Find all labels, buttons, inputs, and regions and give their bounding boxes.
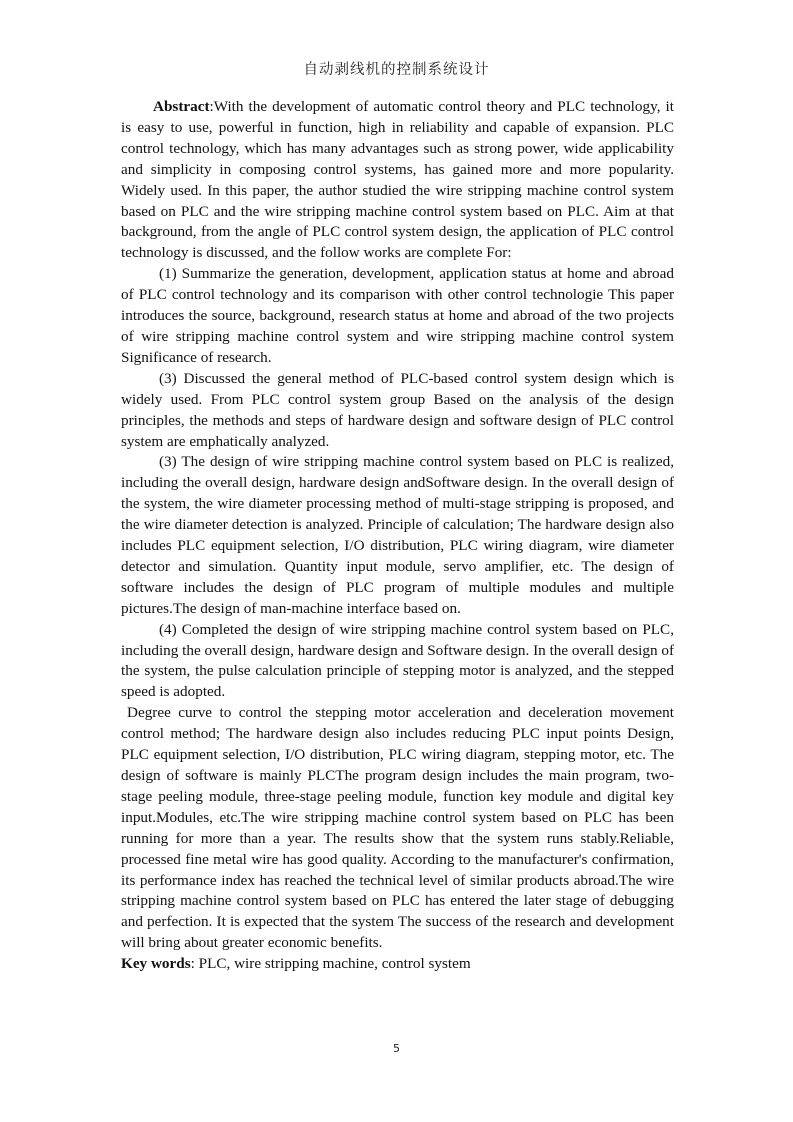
abstract-label: Abstract (153, 98, 210, 115)
running-header: 自动剥线机的控制系统设计 (303, 62, 490, 78)
keywords-text: : PLC, wire stripping machine, control system (190, 955, 471, 973)
paragraph-1: (1) Summarize the generation, development, application status at home and abroad of PLC control technology and its comparison with other control technologie This paper introduces the source, background, research status at home and abroad of the two projects of wire stripping machine control system and wire stripping machine control system Significance of research. (121, 265, 674, 366)
paragraph-4: (4) Completed the design of wire stripping machine control system based on PLC, including the overall design, hardware design and Software design. In the overall design of the system, the pulse calculation principle of stepping motor is analyzed, and the stepped speed is adopted. (121, 620, 674, 701)
abstract-text: :With the development of automatic control theory and PLC technology, it is easy to use, powerful in function, high in reliability and capable of expansion. PLC control technology, which has many advantages such as strong power, wide applicability and simplicity in composing control systems, has gained more and more popularity. Widely used. In this paper, the author studied the wire stripping machine control system based on PLC and the wire stripping machine control system based on PLC. Aim at that background, from the angle of PLC control system design, the application of PLC control technology is discussed, and the follow works are complete For: (121, 98, 674, 262)
paragraph-3: (3) The design of wire stripping machine control system based on PLC is realized, including the overall design, hardware design andSoftware design. In the overall design of the system, the wire diameter processing method of multi-stage stripping is proposed, and the wire diameter detection is analyzed. Principle of calculation; The hardware design also includes PLC equipment selection, I/O distribution, PLC wiring diagram, wire diameter detector and simulation. Quantity input module, servo amplifier, etc. The design of software includes the design of PLC program of multiple modules and multiple pictures.The design of man-machine interface based on. (121, 453, 674, 617)
paragraph-2: (3) Discussed the general method of PLC-based control system design which is widely used. From PLC control system group Based on the analysis of the design principles, the methods and steps of hardware design and software design of PLC control system are emphatically analyzed. (121, 369, 674, 450)
continuation-paragraph: Degree curve to control the stepping motor acceleration and deceleration movement control method; The hardware design also includes reducing PLC input points Design, PLC equipment selection, I/O distribution, PLC wiring diagram, stepping motor, etc. The design of software is mainly PLCThe program design includes the main program, two-stage peeling module, three-stage peeling module, function key module and digital key input.Modules, etc.The wire stripping machine control system based on PLC has been running for more than a year. The results show that the system runs stably.Reliable, processed fine metal wire has good quality. According to the manufacturer's confirmation, its performance index has reached the technical level of similar products abroad.The wire stripping machine control system based on PLC has entered the later stage of debugging and perfection. It is expected that the system The success of the research and development will bring about greater economic benefits. (121, 704, 674, 952)
page-number: 5 (393, 1042, 400, 1055)
keywords-label: Key words (121, 955, 191, 973)
abstract-body (121, 97, 674, 975)
abstract-paragraph (121, 97, 674, 264)
keywords-line (121, 954, 674, 975)
